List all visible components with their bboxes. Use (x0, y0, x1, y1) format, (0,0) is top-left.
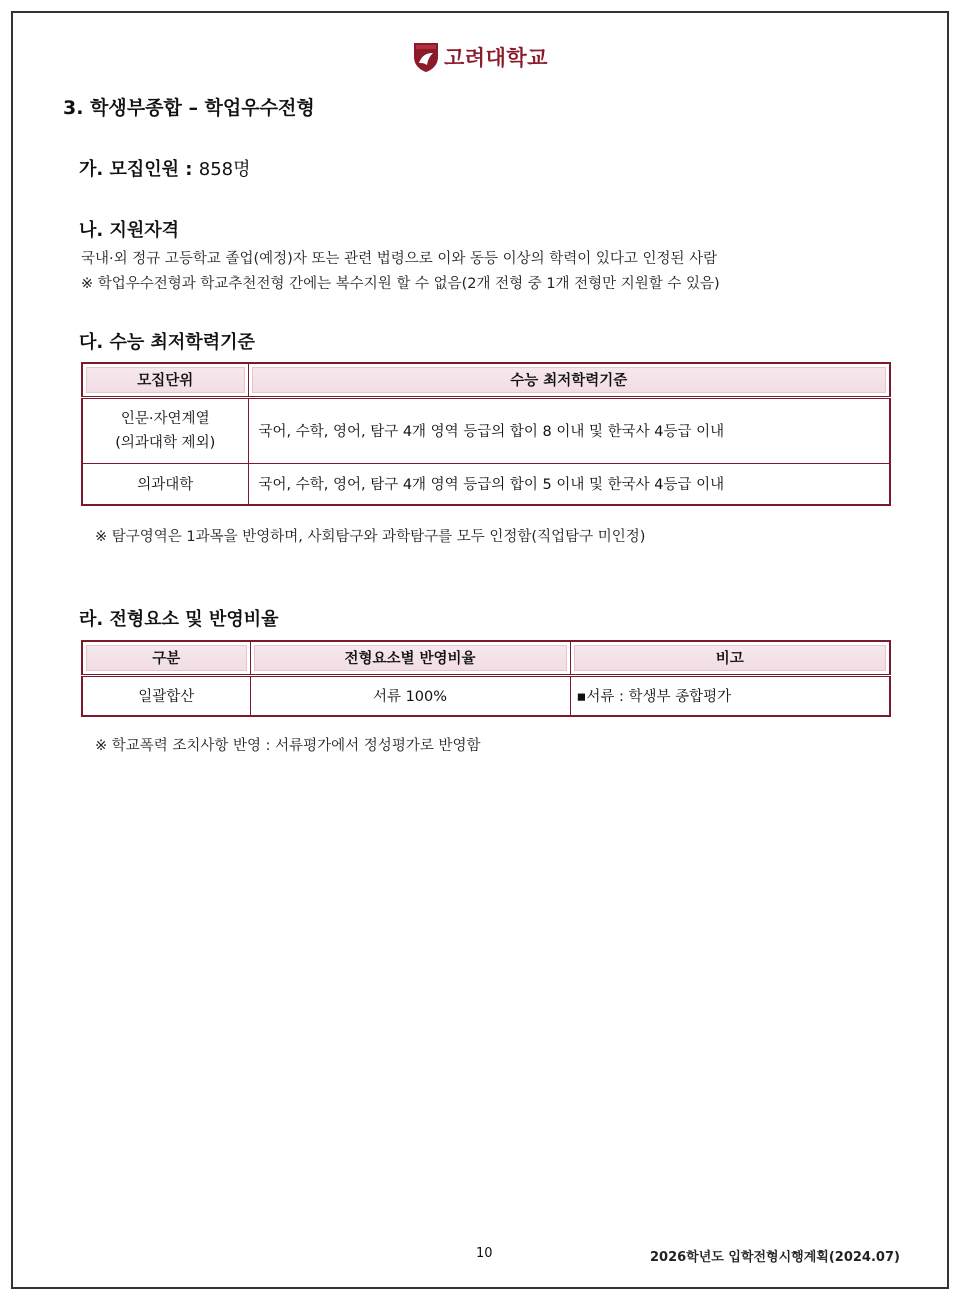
csat-criteria-cell: 국어, 수학, 영어, 탐구 4개 영역 등급의 합이 5 이내 및 한국사 4등급 이내 (248, 463, 890, 505)
shield-icon (413, 41, 439, 73)
logo-text: 고려대학교 (444, 46, 548, 70)
csat-unit-cell: 의과대학 (82, 463, 248, 505)
recruit-heading (79, 155, 251, 181)
csat-table (81, 362, 891, 506)
ratio-value-cell: 서류 100% (250, 675, 570, 716)
csat-header-unit: 모집단위 (82, 363, 248, 397)
eligibility-note: ※ 학업우수전형과 학교추천전형 간에는 복수지원 할 수 없음(2개 전형 중 1개 전형만 지원할 수 있음) (81, 276, 720, 292)
ratio-note: ※ 학교폭력 조치사항 반영 : 서류평가에서 정성평가로 반영함 (95, 738, 481, 754)
section-title: 3. 학생부종합 – 학업우수전형 (63, 97, 315, 119)
csat-title: 다. 수능 최저학력기준 (79, 332, 255, 353)
ratio-header-value: 전형요소별 반영비율 (250, 641, 570, 675)
university-logo (413, 40, 548, 74)
ratio-type-cell: 일괄합산 (82, 675, 250, 716)
ratio-header-type: 구분 (82, 641, 250, 675)
ratio-title: 라. 전형요소 및 반영비율 (79, 609, 279, 630)
table-row (82, 675, 890, 716)
recruit-title: 가. 모집인원 : (79, 159, 199, 180)
page-number: 10 (476, 1246, 493, 1261)
table-row (82, 463, 890, 505)
eligibility-title: 나. 지원자격 (79, 220, 180, 241)
eligibility-text: 국내·외 정규 고등학교 졸업(예정)자 또는 관련 법령으로 이와 동등 이상의 학력이 있다고 인정된 사람 (81, 251, 718, 267)
table-row (82, 397, 890, 463)
csat-criteria-cell: 국어, 수학, 영어, 탐구 4개 영역 등급의 합이 8 이내 및 한국사 4등급 이내 (248, 397, 890, 463)
document-title: 2026학년도 입학전형시행계획(2024.07) (650, 1250, 900, 1265)
csat-header-criteria: 수능 최저학력기준 (248, 363, 890, 397)
csat-unit-cell: 인문·자연계열 (의과대학 제외) (82, 397, 248, 463)
ratio-remark-cell: ▪서류 : 학생부 종합평가 (570, 675, 890, 716)
recruit-count: 858명 (198, 159, 251, 180)
ratio-header-remark: 비고 (570, 641, 890, 675)
csat-note: ※ 탐구영역은 1과목을 반영하며, 사회탐구와 과학탐구를 모두 인정함(직업탐구 미인정) (95, 529, 646, 545)
ratio-table (81, 640, 891, 717)
